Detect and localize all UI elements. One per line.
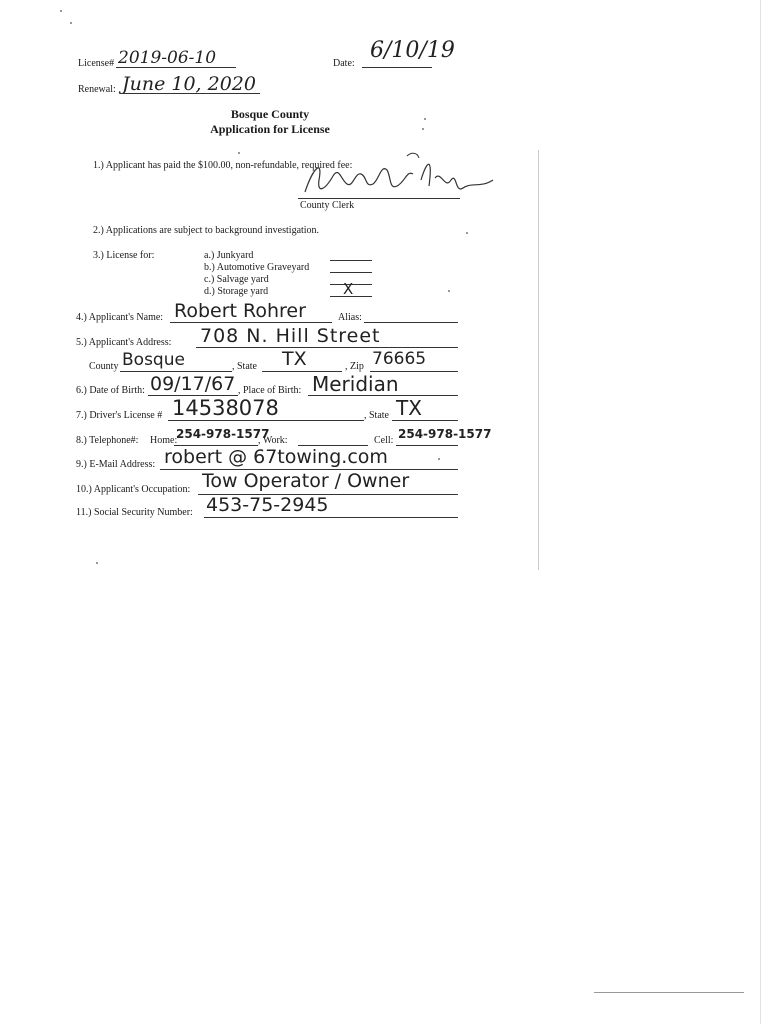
pob-underline [308, 395, 458, 396]
ssn-underline [204, 517, 458, 518]
applicant-address: 708 N. Hill Street [200, 325, 381, 347]
license-underline [116, 67, 236, 68]
item10-label: 10.) Applicant's Occupation: [76, 484, 191, 495]
item7-label: 7.) Driver's License # [76, 410, 163, 421]
item5-label: 5.) Applicant's Address: [76, 337, 172, 348]
zip-value: 76665 [372, 349, 427, 369]
home-phone-label: Home: [150, 435, 178, 446]
ssn-value: 453-75-2945 [206, 494, 329, 516]
renewal-underline [120, 93, 260, 94]
dl-state-value: TX [396, 396, 422, 420]
option-junkyard-blank [330, 260, 372, 261]
scan-speck [422, 128, 424, 130]
item11-label: 11.) Social Security Number: [76, 507, 193, 518]
item8-label: 8.) Telephone#: [76, 435, 139, 446]
work-phone-label: , Work: [258, 435, 288, 446]
scan-speck [60, 10, 62, 12]
license-number-underline [168, 420, 364, 421]
dl-state-underline [392, 420, 458, 421]
state-value: TX [282, 348, 307, 370]
item3-label: 3.) License for: [93, 250, 155, 261]
date-underline [362, 67, 432, 68]
state-label: , State [232, 361, 257, 372]
license-number: 2019-06-10 [118, 48, 217, 68]
scan-speck [438, 458, 440, 460]
scan-edge-line [760, 0, 761, 1024]
item2-text: 2.) Applications are subject to background investigation. [93, 225, 320, 236]
county-underline [120, 371, 232, 372]
scan-speck [96, 562, 98, 564]
scan-speck [466, 232, 468, 234]
item4-label: 4.) Applicant's Name: [76, 312, 164, 323]
county-label: County [89, 361, 119, 372]
clerk-signature-line [298, 198, 460, 199]
scan-edge-line [538, 150, 539, 570]
cell-phone-label: Cell: [374, 435, 394, 446]
address-underline [196, 347, 458, 348]
county-value: Bosque [122, 350, 185, 370]
option-auto-graveyard: b.) Automotive Graveyard [204, 262, 310, 273]
place-of-birth-label: , Place of Birth: [238, 385, 302, 396]
place-of-birth: Meridian [312, 372, 399, 396]
cell-phone: 254-978-1577 [398, 427, 492, 441]
scan-bottom-line [594, 992, 744, 993]
item6-label: 6.) Date of Birth: [76, 385, 145, 396]
license-label: License# [78, 58, 115, 69]
scan-speck [70, 22, 72, 24]
date-of-birth: 09/17/67 [150, 373, 236, 395]
applicant-name: Robert Rohrer [174, 300, 306, 322]
option-auto-graveyard-blank [330, 272, 372, 273]
scan-speck [238, 152, 240, 154]
name-underline [170, 322, 332, 323]
county-clerk-label: County Clerk [300, 200, 355, 211]
option-storage-yard: d.) Storage yard [204, 286, 269, 297]
alias-label: Alias: [338, 312, 362, 323]
renewal-date: June 10, 2020 [122, 73, 256, 95]
email-address: robert @ 67towing.com [164, 446, 388, 468]
date-value: 6/10/19 [370, 38, 455, 63]
drivers-license-number: 14538078 [172, 396, 279, 420]
home-phone: 254-978-1577 [176, 427, 270, 441]
item9-label: 9.) E-Mail Address: [76, 459, 156, 470]
option-salvage-yard: c.) Salvage yard [204, 274, 269, 285]
zip-label: , Zip [345, 361, 364, 372]
dl-state-label: , State [364, 410, 389, 421]
alias-underline [364, 322, 458, 323]
applicant-occupation: Tow Operator / Owner [202, 470, 410, 492]
heading-title: Application for License [210, 122, 330, 136]
scan-speck [448, 290, 450, 292]
item1-text: 1.) Applicant has paid the $100.00, non-refundable, required fee: [93, 160, 353, 171]
heading-county: Bosque County [230, 107, 310, 121]
cell-phone-underline [396, 445, 458, 446]
date-label: Date: [333, 58, 355, 69]
scan-speck [424, 118, 426, 120]
renewal-label: Renewal: [78, 84, 116, 95]
storage-yard-mark: X [343, 280, 354, 298]
option-junkyard: a.) Junkyard [204, 250, 254, 261]
